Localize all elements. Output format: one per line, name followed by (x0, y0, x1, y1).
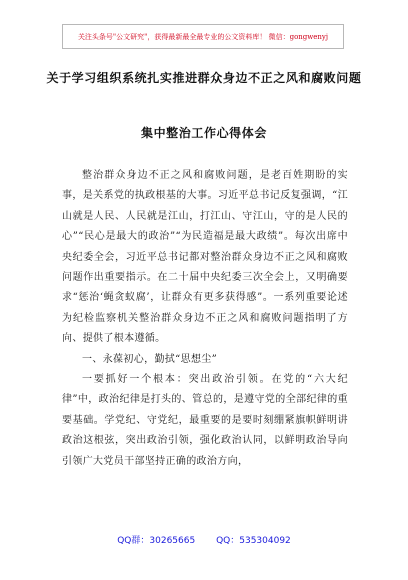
body-paragraph-1: 整治群众身边不正之风和腐败问题，是老百姓期盼的实事，是关系党的执政根基的大事。习近平总书记反复强调，“江山就是人民、人民就是江山，打江山、守江山，守的是人民的心”“民心是最大的政治”“为民造福是最大政绩”。每次出席中央纪委全会，习近平总书记都对整治群众身边不正之风和腐败问题作出重要指示。在二十届中央纪委三次全会上，又明确要求“惩治‘蝇贪蚁腐’，让群众有更多获得感”。一系列重要论述为纪检监察机关整治群众身边不正之风和腐败问题指明了方向、提供了根本遵循。 (62, 170, 348, 345)
header-banner (62, 24, 344, 49)
document-body (62, 166, 348, 472)
footer-contact (0, 533, 408, 546)
footer-qq-group: QQ群：30265665 (117, 536, 196, 546)
footer-qq-number: QQ：535304092 (216, 536, 291, 546)
section-heading-1: 一、永葆初心，勤拭“思想尘” (82, 353, 218, 365)
document-title-line2: 集中整治工作心得体会 (140, 126, 267, 140)
document-title-line1: 关于学习组织系统扎实推进群众身边不正之风和腐败问题 (46, 71, 362, 85)
header-banner-text: 关注头条号"公文研究"，获得最新最全最专业的公文资料库！ 微信：gongwenyj (77, 32, 329, 41)
body-paragraph-2: 一要抓好一个根本：突出政治引领。在党的“六大纪律”中，政治纪律是打头的、管总的，是遵守党的全部纪律的重要基础。学党纪、守党纪，最重要的是要时刻绷紧旗帜鲜明讲政治这根弦，突出政治引领，强化政治认同，以鲜明政治导向引领广大党员干部坚持正确的政治方向， (62, 374, 348, 467)
